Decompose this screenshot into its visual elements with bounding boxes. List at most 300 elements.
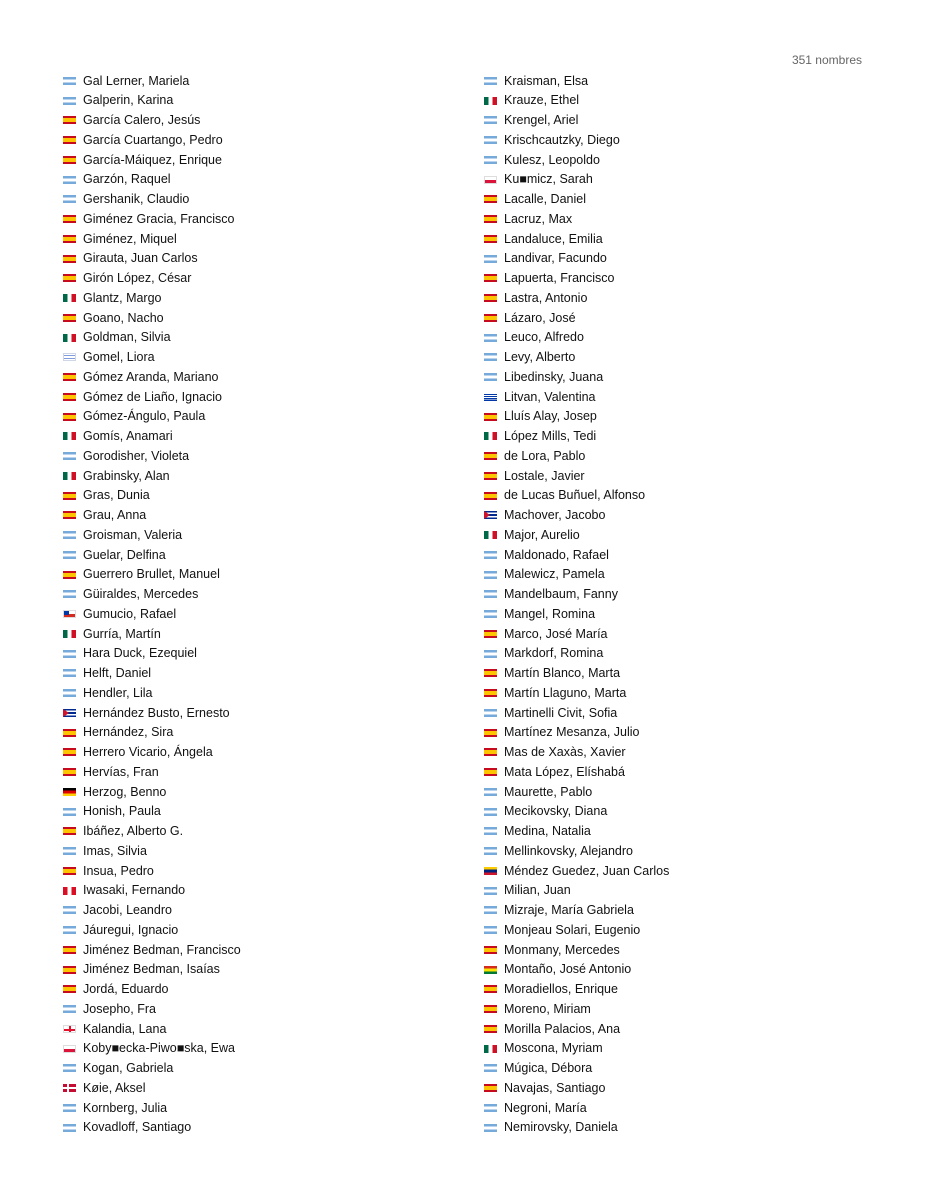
person-name: Maldonado, Rafael (504, 547, 609, 562)
person-name: Imas, Silvia (83, 843, 147, 858)
person-name: Gras, Dunia (83, 488, 150, 503)
list-item (484, 782, 864, 802)
flag-icon (484, 472, 497, 480)
person-name: Navajas, Santiago (504, 1080, 606, 1095)
flag-icon (63, 610, 76, 618)
person-name: Grau, Anna (83, 508, 147, 523)
person-name: Leuco, Alfredo (504, 330, 584, 345)
flag-icon (484, 1124, 497, 1132)
person-name: Kulesz, Leopoldo (504, 152, 600, 167)
flag-icon (63, 669, 76, 677)
person-name: Gorodisher, Violeta (83, 448, 190, 463)
list-item (63, 308, 443, 328)
flag-icon (484, 1045, 497, 1053)
flag-icon (63, 946, 76, 954)
flag-icon (484, 156, 497, 164)
name-count: 351 nombres (791, 53, 862, 67)
person-name: Montaño, José Antonio (504, 962, 632, 977)
list-item (484, 486, 864, 506)
person-name: Jáuregui, Ignacio (83, 922, 179, 937)
list-item (484, 1059, 864, 1079)
flag-icon (484, 571, 497, 579)
flag-icon (484, 906, 497, 914)
person-name: Guerrero Brullet, Manuel (83, 567, 220, 582)
list-item (484, 960, 864, 980)
list-item (484, 683, 864, 703)
person-name: Giménez Gracia, Francisco (83, 211, 235, 226)
person-name: Güiraldes, Mercedes (83, 587, 199, 602)
flag-icon (63, 1005, 76, 1013)
person-name: Groisman, Valeria (83, 527, 183, 542)
flag-icon (63, 97, 76, 105)
person-name: Girauta, Juan Carlos (83, 251, 198, 266)
person-name: Honish, Paula (83, 804, 161, 819)
flag-icon (63, 195, 76, 203)
person-name: Malewicz, Pamela (504, 567, 605, 582)
list-item (63, 130, 443, 150)
list-item (484, 723, 864, 743)
list-item (63, 881, 443, 901)
person-name: Mandelbaum, Fanny (504, 587, 618, 602)
person-name: Gómez-Ángulo, Paula (83, 409, 206, 424)
person-name: Goano, Nacho (83, 310, 164, 325)
flag-icon (484, 669, 497, 677)
flag-icon (484, 492, 497, 500)
flag-icon (63, 1045, 76, 1053)
person-name: Lacruz, Max (504, 211, 573, 226)
person-name: Guelar, Delfina (83, 547, 166, 562)
person-name: Kovadloff, Santiago (83, 1120, 192, 1135)
list-item (63, 288, 443, 308)
flag-icon (63, 867, 76, 875)
list-item (484, 348, 864, 368)
person-name: Machover, Jacobo (504, 508, 606, 523)
person-name: Galperin, Karina (83, 93, 174, 108)
list-item (63, 466, 443, 486)
person-name: Negroni, María (504, 1100, 587, 1115)
list-item (63, 91, 443, 111)
list-item (63, 604, 443, 624)
flag-icon (63, 373, 76, 381)
flag-icon (484, 97, 497, 105)
flag-icon (484, 748, 497, 756)
person-name: Goldman, Silvia (83, 330, 171, 345)
list-item (484, 1078, 864, 1098)
person-name: Josepho, Fra (83, 1001, 156, 1016)
list-item (63, 861, 443, 881)
flag-icon (63, 353, 76, 361)
list-item (63, 723, 443, 743)
flag-icon (484, 808, 497, 816)
flag-icon (63, 472, 76, 480)
list-item (63, 901, 443, 921)
flag-icon (484, 709, 497, 717)
flag-icon (484, 985, 497, 993)
list-item (63, 190, 443, 210)
flag-icon (63, 729, 76, 737)
flag-icon (484, 314, 497, 322)
list-item (484, 999, 864, 1019)
list-item (484, 861, 864, 881)
list-item (484, 387, 864, 407)
flag-icon (484, 1064, 497, 1072)
person-name: Nemirovsky, Daniela (504, 1120, 618, 1135)
flag-icon (63, 1084, 76, 1092)
flag-icon (63, 255, 76, 263)
list-item (63, 170, 443, 190)
flag-icon (484, 926, 497, 934)
list-item (63, 446, 443, 466)
person-name: Marco, José María (504, 626, 608, 641)
person-name: Levy, Alberto (504, 350, 576, 365)
list-item (484, 980, 864, 1000)
person-name: Hara Duck, Ezequiel (83, 646, 197, 661)
person-name: Ibáñez, Alberto G. (83, 824, 184, 839)
person-name: Hervías, Fran (83, 764, 159, 779)
list-item (484, 91, 864, 111)
list-item (484, 466, 864, 486)
list-item (63, 940, 443, 960)
list-item (484, 1098, 864, 1118)
list-item (484, 703, 864, 723)
person-name: García Cuartango, Pedro (83, 132, 223, 147)
flag-icon (484, 590, 497, 598)
person-name: Lacalle, Daniel (504, 192, 586, 207)
person-name: Lostale, Javier (504, 468, 585, 483)
person-name: Kogan, Gabriela (83, 1061, 174, 1076)
flag-icon (63, 274, 76, 282)
flag-icon (63, 452, 76, 460)
flag-icon (63, 116, 76, 124)
list-item (63, 999, 443, 1019)
list-item (484, 841, 864, 861)
flag-icon (484, 610, 497, 618)
list-item (63, 249, 443, 269)
list-item (484, 881, 864, 901)
flag-icon (484, 551, 497, 559)
flag-icon (484, 413, 497, 421)
flag-icon (484, 393, 497, 401)
list-item (484, 328, 864, 348)
list-item (63, 367, 443, 387)
list-item (63, 1098, 443, 1118)
flag-icon (63, 176, 76, 184)
person-name: Litvan, Valentina (504, 389, 596, 404)
flag-icon (484, 531, 497, 539)
person-name: Moradiellos, Enrique (504, 982, 618, 997)
list-item (63, 150, 443, 170)
list-item (484, 170, 864, 190)
person-name: Markdorf, Romina (504, 646, 604, 661)
flag-icon (484, 1084, 497, 1092)
flag-icon (63, 215, 76, 223)
list-item (484, 288, 864, 308)
person-name: Monmany, Mercedes (504, 942, 620, 957)
person-name: Garzón, Raquel (83, 172, 171, 187)
person-name: Herzog, Benno (83, 784, 167, 799)
person-name: Koby■ecka-Piwo■ska, Ewa (83, 1041, 235, 1056)
person-name: Jiménez Bedman, Francisco (83, 942, 241, 957)
list-item (484, 1039, 864, 1059)
flag-icon (484, 1005, 497, 1013)
list-item (484, 545, 864, 565)
list-item (63, 545, 443, 565)
person-name: Iwasaki, Fernando (83, 883, 186, 898)
flag-icon (484, 511, 497, 519)
list-item (63, 802, 443, 822)
flag-icon (63, 334, 76, 342)
flag-icon (484, 768, 497, 776)
flag-icon (63, 768, 76, 776)
flag-icon (63, 847, 76, 855)
list-item (63, 822, 443, 842)
person-name: Gómez de Liaño, Ignacio (83, 389, 222, 404)
person-name: Monjeau Solari, Eugenio (504, 922, 641, 937)
person-name: Insua, Pedro (83, 863, 154, 878)
flag-icon (484, 176, 497, 184)
person-name: García Calero, Jesús (83, 113, 201, 128)
flag-icon (63, 650, 76, 658)
person-name: Mas de Xaxàs, Xavier (504, 745, 626, 760)
person-name: Helft, Daniel (83, 666, 152, 681)
flag-icon (484, 294, 497, 302)
list-item (484, 407, 864, 427)
person-name: Jordá, Eduardo (83, 982, 169, 997)
person-name: Jacobi, Leandro (83, 903, 172, 918)
person-name: Ku■micz, Sarah (504, 172, 593, 187)
person-name: Major, Aurelio (504, 527, 580, 542)
list-item (484, 604, 864, 624)
list-item (63, 644, 443, 664)
flag-icon (63, 235, 76, 243)
person-name: Mecikovsky, Diana (504, 804, 608, 819)
flag-icon (63, 393, 76, 401)
list-item (484, 565, 864, 585)
person-name: de Lucas Buñuel, Alfonso (504, 488, 646, 503)
list-item (63, 703, 443, 723)
list-item (484, 664, 864, 684)
flag-icon (484, 353, 497, 361)
list-item (63, 565, 443, 585)
list-item (63, 328, 443, 348)
list-item (484, 743, 864, 763)
flag-icon (63, 531, 76, 539)
flag-icon (63, 511, 76, 519)
list-item (484, 506, 864, 526)
list-item (484, 367, 864, 387)
list-item (484, 802, 864, 822)
person-name: Lapuerta, Francisco (504, 271, 615, 286)
list-item (484, 525, 864, 545)
list-item (63, 1019, 443, 1039)
flag-icon (63, 887, 76, 895)
flag-icon (484, 432, 497, 440)
flag-icon (484, 255, 497, 263)
flag-icon (63, 788, 76, 796)
flag-icon (63, 1064, 76, 1072)
list-item (484, 190, 864, 210)
list-item (63, 743, 443, 763)
person-name: Gal Lerner, Mariela (83, 73, 190, 88)
flag-icon (484, 847, 497, 855)
flag-icon (484, 116, 497, 124)
flag-icon (484, 946, 497, 954)
list-item (484, 940, 864, 960)
person-name: Libedinsky, Juana (504, 369, 604, 384)
person-name: Gomís, Anamari (83, 429, 173, 444)
list-item (63, 782, 443, 802)
list-item (484, 644, 864, 664)
list-item (484, 822, 864, 842)
flag-icon (63, 413, 76, 421)
person-name: Gurría, Martín (83, 626, 161, 641)
list-item (63, 920, 443, 940)
list-item (484, 229, 864, 249)
person-name: Lázaro, José (504, 310, 576, 325)
flag-icon (484, 215, 497, 223)
list-item (63, 209, 443, 229)
person-name: Méndez Guedez, Juan Carlos (504, 863, 670, 878)
person-name: Mangel, Romina (504, 606, 596, 621)
flag-icon (484, 334, 497, 342)
flag-icon (484, 235, 497, 243)
flag-icon (63, 294, 76, 302)
list-item (484, 427, 864, 447)
person-name: Landivar, Facundo (504, 251, 607, 266)
person-name: Múgica, Débora (504, 1061, 593, 1076)
list-item (63, 229, 443, 249)
flag-icon (63, 136, 76, 144)
list-item (63, 841, 443, 861)
flag-icon (63, 1124, 76, 1132)
flag-icon (484, 1025, 497, 1033)
person-name: López Mills, Tedi (504, 429, 597, 444)
person-name: Køie, Aksel (83, 1080, 146, 1095)
flag-icon (63, 1025, 76, 1033)
flag-icon (484, 630, 497, 638)
person-name: Hendler, Lila (83, 685, 153, 700)
list-item (63, 348, 443, 368)
person-name: Krengel, Ariel (504, 113, 579, 128)
person-name: Martín Llaguno, Marta (504, 685, 627, 700)
person-name: Mizraje, María Gabriela (504, 903, 634, 918)
flag-icon (484, 887, 497, 895)
person-name: Glantz, Margo (83, 290, 162, 305)
person-name: Krauze, Ethel (504, 93, 580, 108)
person-name: Gomel, Liora (83, 350, 155, 365)
list-item (484, 920, 864, 940)
person-name: Martínez Mesanza, Julio (504, 725, 640, 740)
person-name: Gómez Aranda, Mariano (83, 369, 219, 384)
person-name: Herrero Vicario, Ángela (83, 745, 213, 760)
list-item (63, 980, 443, 1000)
list-item (63, 1078, 443, 1098)
flag-icon (63, 808, 76, 816)
list-item (63, 585, 443, 605)
flag-icon (63, 77, 76, 85)
flag-icon (484, 788, 497, 796)
list-item (484, 1118, 864, 1138)
flag-icon (63, 590, 76, 598)
flag-icon (484, 867, 497, 875)
flag-icon (484, 274, 497, 282)
person-name: Giménez, Miquel (83, 231, 177, 246)
list-item (63, 960, 443, 980)
person-name: Mellinkovsky, Alejandro (504, 843, 633, 858)
person-name: Kornberg, Julia (83, 1100, 168, 1115)
person-name: Girón López, César (83, 271, 192, 286)
flag-icon (63, 926, 76, 934)
list-item (63, 664, 443, 684)
list-item (63, 486, 443, 506)
person-name: Martín Blanco, Marta (504, 666, 621, 681)
list-item (63, 427, 443, 447)
list-item (63, 1039, 443, 1059)
person-name: Landaluce, Emilia (504, 231, 603, 246)
person-name: Hernández, Sira (83, 725, 174, 740)
flag-icon (484, 77, 497, 85)
list-item (484, 71, 864, 91)
list-item (63, 525, 443, 545)
list-item (484, 585, 864, 605)
person-name: Kalandia, Lana (83, 1021, 167, 1036)
flag-icon (63, 985, 76, 993)
person-name: de Lora, Pablo (504, 448, 586, 463)
list-item (484, 111, 864, 131)
flag-icon (63, 827, 76, 835)
flag-icon (484, 729, 497, 737)
person-name: Lastra, Antonio (504, 290, 588, 305)
flag-icon (63, 966, 76, 974)
flag-icon (63, 906, 76, 914)
list-item (484, 130, 864, 150)
person-name: Gershanik, Claudio (83, 192, 190, 207)
names-column-right (484, 71, 864, 1138)
flag-icon (484, 136, 497, 144)
person-name: Medina, Natalia (504, 824, 591, 839)
names-column-left (63, 71, 443, 1138)
flag-icon (484, 650, 497, 658)
flag-icon (63, 492, 76, 500)
person-name: Moreno, Miriam (504, 1001, 591, 1016)
flag-icon (63, 432, 76, 440)
flag-icon (63, 1104, 76, 1112)
flag-icon (63, 709, 76, 717)
flag-icon (63, 748, 76, 756)
list-item (63, 387, 443, 407)
flag-icon (484, 689, 497, 697)
person-name: Milian, Juan (504, 883, 571, 898)
person-name: Grabinsky, Alan (83, 468, 170, 483)
list-item (484, 762, 864, 782)
list-item (63, 1118, 443, 1138)
flag-icon (63, 571, 76, 579)
flag-icon (484, 1104, 497, 1112)
list-item (63, 407, 443, 427)
list-item (63, 506, 443, 526)
list-item (63, 269, 443, 289)
person-name: Mata López, Elíshabá (504, 764, 625, 779)
list-item (63, 71, 443, 91)
flag-icon (484, 827, 497, 835)
list-item (63, 624, 443, 644)
person-name: Morilla Palacios, Ana (504, 1021, 621, 1036)
person-name: Martinelli Civit, Sofia (504, 705, 618, 720)
list-item (484, 209, 864, 229)
list-item (63, 683, 443, 703)
list-item (484, 901, 864, 921)
list-item (63, 111, 443, 131)
